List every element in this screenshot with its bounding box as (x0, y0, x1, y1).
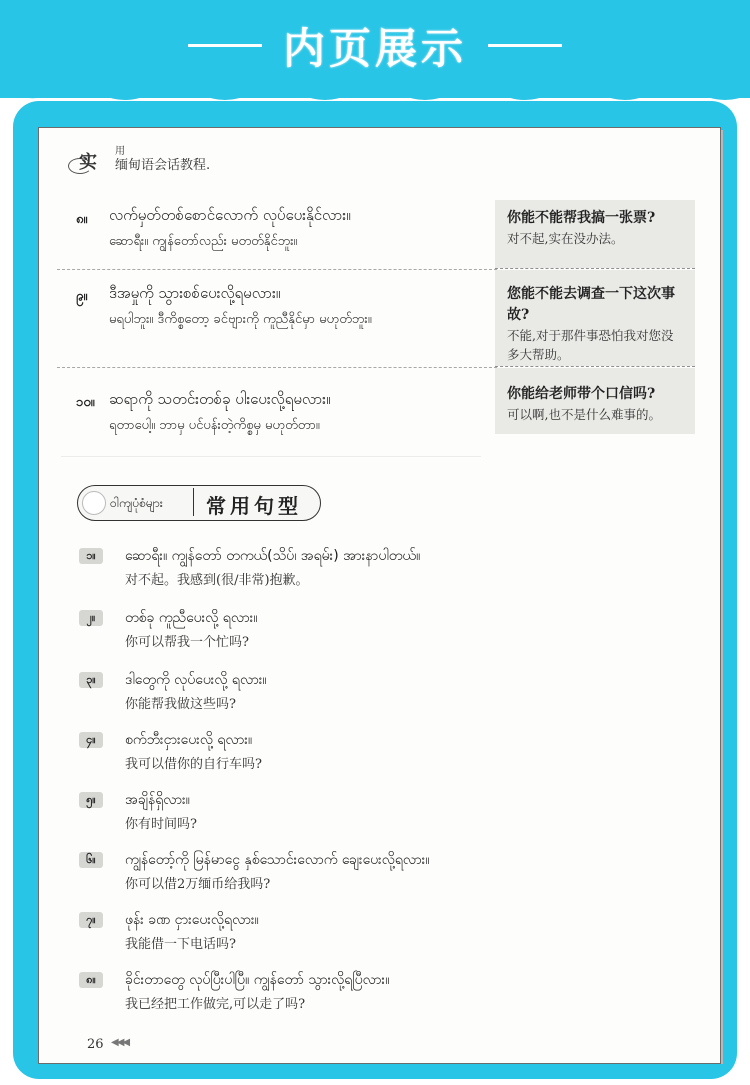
pattern-my: ကျွန်တော့်ကို မြန်မာငွေ နှစ်သောင်းလောက် ချေးပေးလို့ရလား။ (125, 852, 430, 868)
pattern-item (39, 730, 720, 780)
page-arrows-icon: ◀◀◀ (111, 1037, 129, 1048)
translation-question: 你能给老师带个口信吗? (507, 386, 656, 402)
pattern-zh: 我已经把工作做完,可以走了吗? (125, 997, 306, 1012)
pattern-item (39, 608, 720, 658)
box-divider (495, 366, 695, 367)
exercise-answer-my: ရတာပေါ့။ ဘာမှ ပင်ပန်းတဲ့ကိစ္စမှ မဟုတ်တာ။ (109, 418, 320, 433)
pattern-zh: 你可以帮我一个忙吗? (125, 635, 249, 650)
exercise-question-my: လက်မှတ်တစ်စောင်လောက် လုပ်ပေးနိုင်လား။ (109, 206, 351, 224)
translation-answer: 可以啊,也不是什么难事的。 (507, 407, 661, 422)
pattern-zh: 你能帮我做这些吗? (125, 697, 236, 712)
translation-question: 你能不能帮我搞一张票? (507, 210, 656, 226)
pattern-my: တစ်ခု ကူညီပေးလို့ ရလား။ (125, 610, 258, 626)
running-header (68, 142, 248, 174)
section-label-box (193, 488, 302, 516)
pattern-item (39, 670, 720, 720)
translation-box (495, 270, 695, 366)
top-banner (0, 0, 750, 98)
translation-answer: 对不起,实在没办法。 (507, 231, 624, 246)
header-title: 缅甸语会话教程. (115, 158, 211, 173)
exercise-number: ၉။ (76, 289, 88, 304)
book-page (38, 127, 721, 1064)
pattern-item (39, 910, 720, 960)
faint-rule (61, 456, 481, 457)
exercise-row (39, 270, 720, 366)
pattern-number: ၅။ (79, 792, 103, 808)
pattern-item (39, 790, 720, 840)
pattern-number: ၇။ (79, 912, 103, 928)
pattern-number: ၁။ (79, 548, 103, 564)
translation-answer: 不能,对于那件事恐怕我对您没多大帮助。 (507, 328, 674, 362)
pattern-my: ဆောရီး။ ကျွန်တော် တကယ်(သိပ်၊ အရမ်း) အားနာပါတယ်။ (125, 548, 421, 564)
exercise-question-my: ဒီအမှုကို သွားစစ်ပေးလို့ရမလား။ (109, 284, 281, 302)
pattern-item (39, 850, 720, 900)
pattern-number: ၃။ (79, 672, 103, 688)
exercise-question-my: ဆရာကို သတင်းတစ်ခု ပါးပေးလို့ရမလား။ (109, 390, 331, 408)
pattern-my: ဒါတွေကို လုပ်ပေးလို့ ရလား။ (125, 672, 267, 688)
pattern-number: ၆။ (79, 852, 103, 868)
exercise-answer-my: မရပါဘူး။ ဒီကိစ္စတော့ ခင်ဗျားကို ကူညီနိုင်မှာ မဟုတ်ဘူး။ (109, 312, 372, 327)
pattern-item (39, 970, 720, 1020)
pattern-zh: 我能借一下电话吗? (125, 937, 236, 952)
exercise-row (39, 368, 720, 434)
pattern-zh: 你有时间吗? (125, 817, 197, 832)
pattern-my: ဖုန်း ခဏ ငှားပေးလို့ရလား။ (125, 912, 259, 928)
pattern-number: ၄။ (79, 732, 103, 748)
pattern-my: စက်ဘီးငှားပေးလို့ ရလား။ (125, 732, 253, 748)
translation-question: 您能不能去调查一下这次事故? (507, 286, 675, 323)
section-label-my: ဝါကျပုံစံများ (110, 496, 163, 510)
translation-box (495, 368, 695, 434)
header-small-char: 用 (115, 146, 125, 157)
pattern-item (39, 546, 720, 596)
pattern-zh: 对不起。我感到(很/非常)抱歉。 (125, 573, 309, 588)
pattern-zh: 我可以借你的自行车吗? (125, 757, 262, 772)
exercise-answer-my: ဆောရီး။ ကျွန်တော်လည်း မတတ်နိုင်ဘူး။ (109, 234, 298, 249)
exercise-number: ၁၀။ (76, 395, 95, 410)
box-divider (495, 268, 695, 269)
pattern-my: အချိန်ရှိလား။ (125, 792, 190, 808)
banner-title: 内页展示 (282, 24, 467, 73)
translation-box (495, 200, 695, 268)
section-tag (77, 485, 321, 521)
exercise-number: ၈။ (76, 212, 88, 227)
page-number: 26 (87, 1037, 104, 1052)
pattern-number: ၂။ (79, 610, 103, 626)
section-dot-icon (82, 491, 106, 515)
pattern-zh: 你可以借2万缅币给我吗? (125, 877, 271, 892)
header-big-char: 实 (79, 152, 97, 173)
section-label-zh: 常用句型 (206, 494, 302, 518)
exercise-row (39, 200, 720, 268)
pattern-my: ခိုင်းတာတွေ လုပ်ပြီးပါပြီ။ ကျွန်တော် သွားလို့ရပြီလား။ (125, 972, 390, 988)
pattern-number: ၈။ (79, 972, 103, 988)
